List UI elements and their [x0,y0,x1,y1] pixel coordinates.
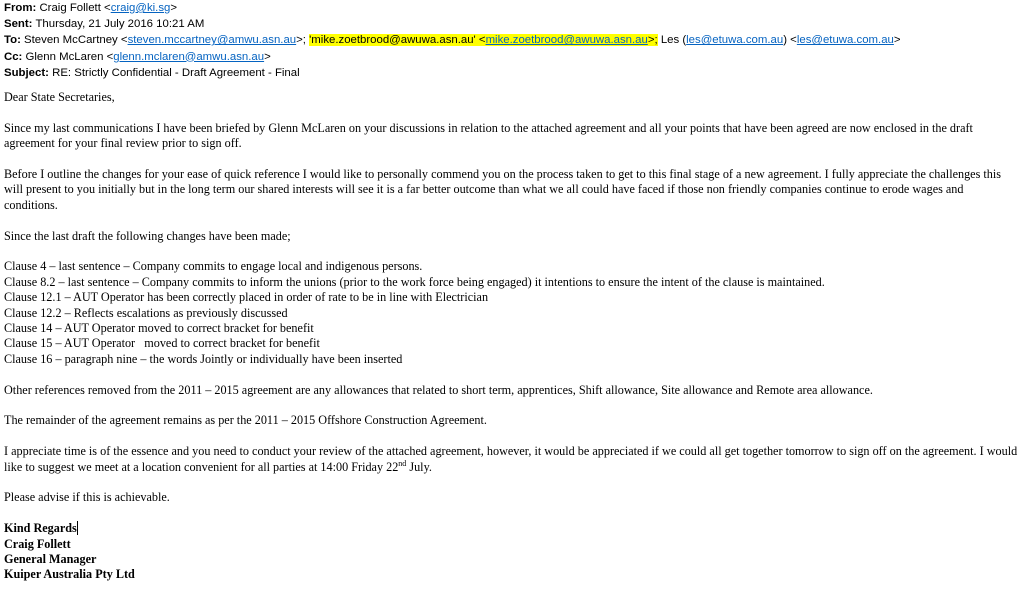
paragraph-3: Since the last draft the following changes have been made; [4,228,291,243]
paragraph-5: The remainder of the agreement remains as per the 2011 – 2015 Offshore Construction Agreement. [4,413,487,428]
to-name-1: Steven McCartney < [24,34,128,47]
signature-title: General Manager [4,552,97,567]
clause-item: Clause 12.1 – AUT Operator has been correctly placed in order of rate to be in line with Electrician [4,290,489,305]
clause-item: Clause 16 – paragraph nine – the words Jointly or individually have been inserted [4,351,403,366]
to-email-link-1[interactable]: steven.mccartney@amwu.asn.au [127,34,297,47]
sent-value: Thursday, 21 July 2016 10:21 AM [35,18,205,31]
clause-item: Clause 14 – AUT Operator moved to correct bracket for benefit [4,321,314,336]
to-separator-1: >; [296,34,310,47]
from-label: From: [4,2,37,14]
cc-name: Glenn McLaren < [25,50,114,63]
signature-block [4,521,1020,583]
clause-item: Clause 4 – last sentence – Company commits to engage local and indigenous persons. [4,259,423,274]
to-email-link-3a[interactable]: les@etuwa.com.au [686,34,784,47]
paragraph-7: Please advise if this is achievable. [4,490,170,505]
clause-list [4,259,1020,367]
paragraph-6 [4,444,1020,475]
paragraph-4: Other references removed from the 2011 – 2015 agreement are any allowances that related to short term, apprentices, Shift allowance, Site allowance and Remote area allowance. [4,382,873,397]
to-email-link-2[interactable]: mike.zoetbrood@awuwa.asn.au [485,34,648,47]
signature-company: Kuiper Australia Pty Ltd [4,567,135,582]
cc-row [4,49,1020,65]
clause-item: Clause 15 – AUT Operator moved to correct bracket for benefit [4,336,320,351]
subject-label: Subject: [4,66,49,79]
from-row [4,0,1020,16]
clause-item: Clause 8.2 – last sentence – Company commits to inform the unions (prior to the work force being engaged) it intentions to ensure the intent of the clause is maintained. [4,274,825,289]
cc-email-link[interactable]: glenn.mclaren@amwu.asn.au [113,50,265,63]
paragraph-2: Before I outline the changes for your ease of quick reference I would like to personally commend you on the process taken to get to this final stage of a new agreement. I fully appreciate the challenges this will present to you initially but in the long term our shared interests will see it is a far better outcome than what we all could have faced if those non friendly companies continue to erode wages and conditions. [4,167,1001,212]
to-close-2: >; [647,34,658,47]
to-close-3: > [893,34,901,47]
to-email-link-3b[interactable]: les@etuwa.com.au [796,34,894,47]
from-email-link[interactable]: craig@ki.sg [110,2,171,14]
email-body [4,90,1020,583]
to-name-2: 'mike.zoetbrood@awuwa.asn.au' < [309,34,486,47]
paragraph-6-end: July. [406,459,432,474]
to-highlighted-recipient [309,34,658,46]
to-label: To: [4,34,21,47]
sent-label: Sent: [4,18,33,31]
signature-regards-text: Kind Regards [4,521,77,536]
from-name: Craig Follett < [39,2,111,14]
date-suffix: nd [398,458,407,468]
sent-row [4,16,1020,32]
clause-item: Clause 12.2 – Reflects escalations as previously discussed [4,305,288,320]
to-row [4,32,1020,48]
subject-row [4,65,1020,81]
paragraph-1: Since my last communications I have been briefed by Glenn McLaren on your discussions in relation to the attached agreement and all your points that have been agreed are now enclosed in the draft agreement for your final review prior to sign off. [4,120,973,151]
cc-label: Cc: [4,50,23,63]
email-header [4,0,1020,81]
greeting: Dear State Secretaries, [4,90,115,105]
signature-regards [4,521,1020,536]
to-name-3: Les ( [657,34,687,47]
subject-value: RE: Strictly Confidential - Draft Agreement - Final [52,66,300,79]
signature-name: Craig Follett [4,536,71,551]
cc-close: > [264,50,271,63]
paragraph-6-main: I appreciate time is of the essence and you need to conduct your review of the attached agreement, however, it would be appreciated if we could all get together tomorrow to sign off on the agreement. I would like to suggest we meet at a location convenient for all parties at 14:00 Friday 22 [4,444,1018,474]
to-mid-3: ) < [783,34,797,47]
from-close: > [170,2,178,14]
